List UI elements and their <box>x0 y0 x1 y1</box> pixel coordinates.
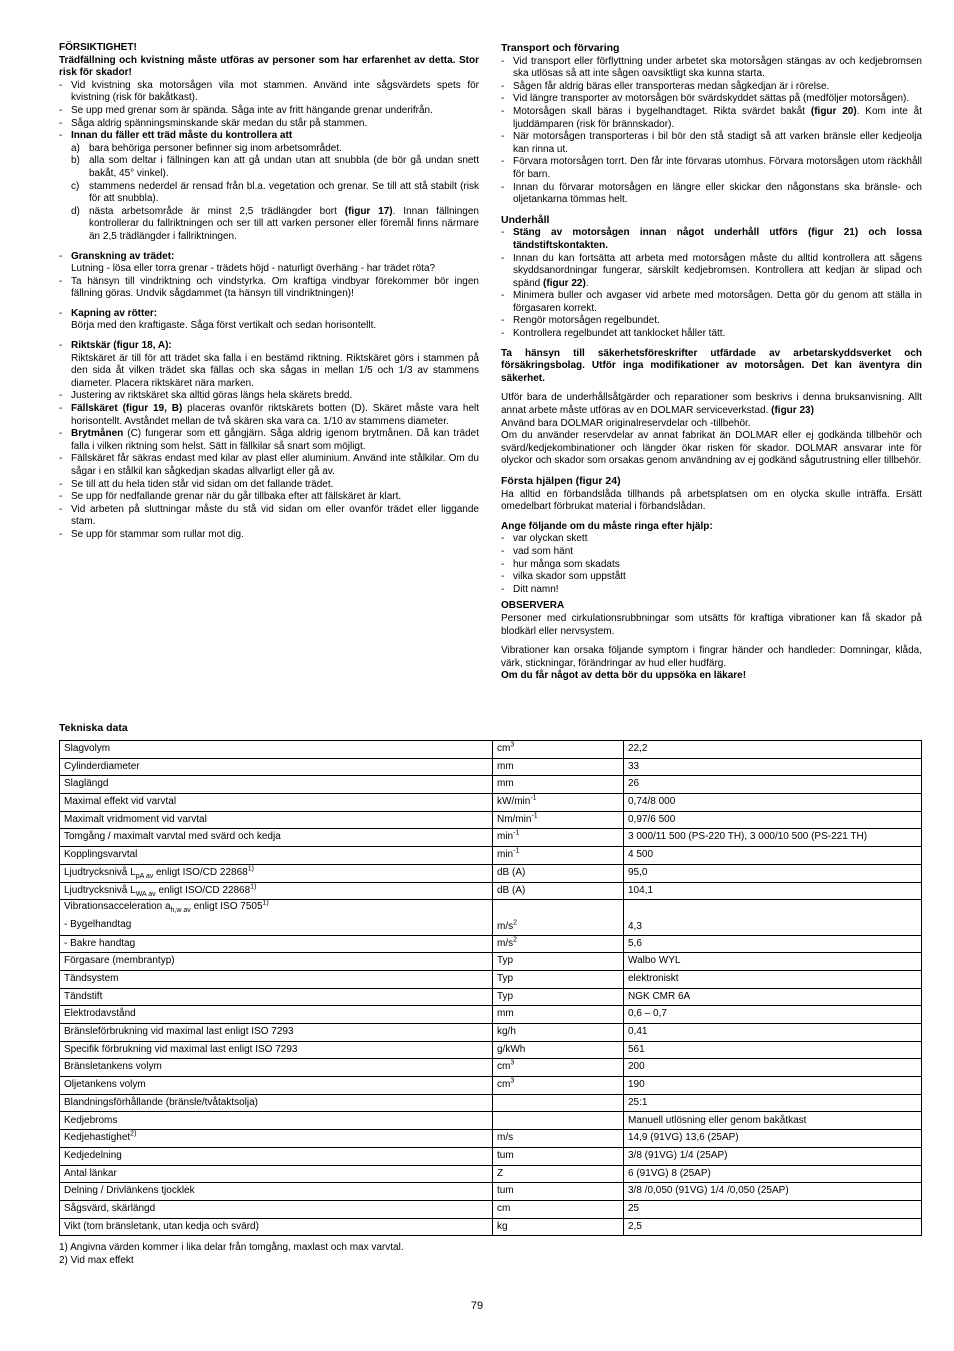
spec-value: 26 <box>624 776 922 794</box>
spec-label: Blandningsförhållande (bränsle/tvåtaktsolja) <box>60 1094 493 1112</box>
spec-unit: Typ <box>493 988 624 1006</box>
spec-value: NGK CMR 6A <box>624 988 922 1006</box>
list-item: - Se upp för stammar som rullar mot dig. <box>59 528 244 540</box>
list-item: - Vid transport eller förflyttning under arbetet ska motorsågen stängas av och kedjebromsen ska utlösas så att inte sågen oavsiktligt ska kunna starta. <box>501 55 922 80</box>
list-item: - Se upp med grenar som är spända. Såga inte av fritt hängande grenar underifrån. <box>59 104 433 116</box>
spec-label: Tändstift <box>60 988 493 1006</box>
spec-value: 200 <box>624 1059 922 1077</box>
spec-value: Manuell utlösning eller genom bakåtkast <box>624 1112 922 1130</box>
spec-label: Vibrationsacceleration $a_{h,w av}$ enligt ISO 7505$^{1)}$ - Bygelhandtag <box>60 900 493 935</box>
spec-unit: $m/s^2$ <box>493 900 624 935</box>
spec-unit: dB (A) <box>493 882 624 900</box>
table-row <box>60 1041 922 1059</box>
spec-label: Vikt (tom bränsletank, utan kedja och svärd) <box>60 1218 493 1236</box>
maintenance-section <box>501 214 922 341</box>
spec-value: 3/8 (91VG) 1/4 (25AP) <box>624 1147 922 1165</box>
specs-table <box>59 740 922 1236</box>
spec-label: Sågsvärd, skärlängd <box>60 1200 493 1218</box>
spec-unit: Z <box>493 1165 624 1183</box>
table-row <box>60 1200 922 1218</box>
spec-value: 95,0 <box>624 864 922 882</box>
list-item: - Motorsågen skall bäras i bygelhandtaget. Rikta svärdet bakåt (figur 20). Kom inte åt ljuddämparen (risk för brännskador). <box>501 105 922 130</box>
spec-value: 3 000/11 500 (PS-220 TH), 3 000/10 500 (PS-221 TH) <box>624 829 922 847</box>
table-row <box>60 1059 922 1077</box>
list-item: - Såga aldrig spänningsminskande skär medan du står på stammen. <box>59 117 368 129</box>
table-row <box>60 1147 922 1165</box>
spec-value: 5,6 <box>624 935 922 953</box>
spec-label: Cylinderdiameter <box>60 758 493 776</box>
spec-unit: $Nm/\min^{-1}$ <box>493 811 624 829</box>
list-item: - vad som hänt <box>501 545 574 557</box>
footnotes <box>59 1242 404 1267</box>
page-number: 79 <box>470 1300 484 1312</box>
first-aid-section: Första hjälpen (figur 24) Ha alltid en förbandslåda tillhands på arbetsplatsen om en olycka skulle inträffa. Ersätt omedelbart förbrukat material i förbandslådan. <box>501 475 922 513</box>
spec-unit: $cm^3$ <box>493 1077 624 1095</box>
list-item: - Fällskäret (figur 19, B) placeras ovanför riktskärets botten (D). Skäret måste vara helt horisontellt. Avståndet mellan de två skären ska vara ca. 1/10 av stammens diameter. <box>59 403 480 427</box>
list-item: - Ta hänsyn till vindriktning och vindstyrka. Om kraftiga vindbyar förekommer bör ingen fällning göras. Undvik sågdammet (ta hänsyn till vindriktningen)! <box>59 275 479 300</box>
spec-unit <box>493 1094 624 1112</box>
spec-unit: mm <box>493 758 624 776</box>
spec-label: Kopplingsvarvtal <box>60 847 493 865</box>
spec-value: 22,2 <box>624 741 922 759</box>
list-item: - hur många som skadats <box>501 558 620 570</box>
table-row <box>60 953 922 971</box>
spec-unit: tum <box>493 1183 624 1201</box>
list-item: - var olyckan skett <box>501 533 588 545</box>
spec-value: 6 (91VG) 8 (25AP) <box>624 1165 922 1183</box>
spec-value: 104,1 <box>624 882 922 900</box>
spec-unit: dB (A) <box>493 864 624 882</box>
vibration-section: Vibrationer kan orsaka följande symptom i fingrar händer och handleder: Domningar, klåda, värk, stickningar, förändringar av hud eller hudfärg. Om du får något av detta bör du uppsöka en läkare! <box>501 645 922 682</box>
spec-label: Kedjebroms <box>60 1112 493 1130</box>
spec-label: Tomgång / maximalt varvtal med svärd och kedja <box>60 829 493 847</box>
table-row <box>60 900 922 935</box>
spec-value: 14,9 (91VG) 13,6 (25AP) <box>624 1130 922 1148</box>
spec-label: Elektrodavstånd <box>60 1006 493 1024</box>
roots-text: Börja med den kraftigaste. Såga först vertikalt och sedan horisontellt. <box>71 320 377 332</box>
table-row <box>60 1183 922 1201</box>
roots-title: Kapning av rötter: <box>71 307 158 319</box>
spec-label: Specifik förbrukning vid maximal last enligt ISO 7293 <box>60 1041 493 1059</box>
spec-unit: g/kWh <box>493 1041 624 1059</box>
sub-item: a) bara behöriga personer befinner sig inom arbetsområdet. <box>71 142 342 154</box>
spec-label: Bränsletankens volym <box>60 1059 493 1077</box>
spec-value: Walbo WYL <box>624 953 922 971</box>
warning-text: Trädfällning och kvistning måste utföras av personer som har erfarenhet av detta. Stor risk för skador! <box>59 54 479 79</box>
spec-unit: $m/s^2$ <box>493 935 624 953</box>
table-row <box>60 935 922 953</box>
spec-label: Slagvolym <box>60 741 493 759</box>
inspect-text: Lutning - lösa eller torra grenar - trädets höjd - naturligt överhäng - har trädet röta? <box>71 263 436 275</box>
spec-value: 0,97/6 500 <box>624 811 922 829</box>
spec-unit: Typ <box>493 953 624 971</box>
spec-unit: $cm^3$ <box>493 1059 624 1077</box>
spec-value: 190 <box>624 1077 922 1095</box>
table-row <box>60 1024 922 1042</box>
spec-value: 4 500 <box>624 847 922 865</box>
spec-value: 33 <box>624 758 922 776</box>
list-item: - Minimera buller och avgaser vid arbete med motorsågen. Detta gör du genom att ställa in förgasaren korrekt. <box>501 290 922 314</box>
spec-value: elektroniskt <box>624 970 922 988</box>
list-item: - När motorsågen transporteras i bil bör den stå stadigt så att varken bränsle eller kedjeolja kan rinna ut. <box>501 131 922 155</box>
spec-label: Tändsystem <box>60 970 493 988</box>
spec-value: 3/8 /0,050 (91VG) 1/4 /0,050 (25AP) <box>624 1183 922 1201</box>
notch-text: Riktskäret är till för att trädet ska falla i en bestämd riktning. Riktskäret görs i stammen på den sida åt vilken trädet ska fällas och ska sågas in mellan 1/5 och 1/3 av stammens diameter. Placera riktskäret nära marken. <box>71 352 479 389</box>
footnote: 2) Vid max effekt <box>59 1254 134 1266</box>
table-row <box>60 794 922 812</box>
spec-unit: Typ <box>493 970 624 988</box>
table-row <box>60 970 922 988</box>
service-section: Utför bara de underhållsåtgärder och reparationer som beskrivs i denna bruksanvisning. Allt annat arbete måste utföras av en DOLMAR serviceverkstad. (figur 23) Använd bara DOLMAR originalreservdelar och -tillbehör. Om du använder reservdelar av annat fabrikat än DOLMAR eller ej godkända tillbehör och svärd/kedjekombinationer och längder ökar risken för skador. DOLMAR ansvarar inte för olyckor och skador som orsakas genom användning av ej godkänd sågutrustning eller tillbehör. <box>501 392 922 467</box>
spec-label: Ljudtrycksnivå $L_{WA av}$ enligt ISO/CD 22868$^{1)}$ <box>60 882 493 900</box>
spec-label: - Bakre handtag <box>60 935 493 953</box>
spec-label: Delning / Drivlänkens tjocklek <box>60 1183 493 1201</box>
transport-title: Transport och förvaring <box>501 42 620 54</box>
spec-value: 561 <box>624 1041 922 1059</box>
spec-value: 2,5 <box>624 1218 922 1236</box>
spec-unit: $\min^{-1}$ <box>493 829 624 847</box>
spec-unit: mm <box>493 1006 624 1024</box>
spec-value: 0,41 <box>624 1024 922 1042</box>
spec-value: 4,3 <box>624 900 922 935</box>
warning-section <box>59 42 479 244</box>
left-column <box>59 42 479 549</box>
list-item: - Fällskäret får säkras endast med kilar av plast eller aluminium. Använd inte stålkilar. Om du sågar i en stålkil kan sågkedjan skadas allvarligt eller gå av. <box>59 453 479 477</box>
table-row <box>60 1112 922 1130</box>
table-row <box>60 847 922 865</box>
list-item: - Se upp för nedfallande grenar när du går tillbaka efter att fällskäret är klart. <box>59 491 402 503</box>
spec-label: Antal länkar <box>60 1165 493 1183</box>
list-item: - Förvara motorsågen torrt. Den får inte förvaras utomhus. Förvara motorsågen utom räckhåll för barn. <box>501 156 922 180</box>
list-item: - Vid arbeten på sluttningar måste du stå vid sidan om eller ovanför trädet eller liggande stam. <box>59 503 479 528</box>
spec-unit: $cm^3$ <box>493 741 624 759</box>
sub-item: d) nästa arbetsområde är minst 2,5 trädlängder bort (figur 17). Innan fällningen kontrollerar du fallriktningen och ser till att varken personer eller föremål finns närmare än 2,5 trädlängder i fallriktningen. <box>71 205 479 242</box>
maintenance-title: Underhåll <box>501 213 550 226</box>
list-item: - Innan du kan fortsätta att arbeta med motorsågen måste du alltid kontrollera att sågens skyddsanordningar fungerar, särskilt kedjebromsen. Kontrollera att kedjan är slipad och spänd (figur 22). <box>501 252 922 289</box>
table-row <box>60 1077 922 1095</box>
warning-title: FÖRSIKTIGHET! <box>59 42 137 53</box>
spec-unit: m/s <box>493 1130 624 1148</box>
inspect-title: Granskning av trädet: <box>71 250 175 262</box>
table-row <box>60 758 922 776</box>
spec-label: Kedjehastighet$^{2)}$ <box>60 1130 493 1148</box>
spec-label: Slaglängd <box>60 776 493 794</box>
list-item: - Innan du fäller ett träd måste du kontrollera att <box>59 130 479 143</box>
list-item: - Brytmånen (C) fungerar som ett gångjärn. Såga aldrig igenom brytmånen. Då kan trädet falla i vilken riktning som helst. Sätt in fällkilar så snart som möjligt. <box>59 428 479 452</box>
list-item: - Sågen får aldrig bäras eller transporteras medan sågkedjan är i rörelse. <box>501 80 830 92</box>
spec-unit: kg/h <box>493 1024 624 1042</box>
call-title: Ange följande om du måste ringa efter hjälp: <box>501 520 713 532</box>
inspection-section: - Granskning av trädet: Lutning - lösa eller torra grenar - trädets höjd - naturligt överhäng - har trädet röta? - Ta hänsyn till vindriktning och vindstyrka. Om kraftiga vindbyar förekommer bör ingen fällning göras. Undvik sågdammet (ta hänsyn till vindriktningen)! <box>59 250 479 300</box>
footnote: 1) Angivna värden kommer i lika delar från tomgång, maxlast och max varvtal. <box>59 1242 404 1253</box>
table-row <box>60 1218 922 1236</box>
spec-unit <box>493 1112 624 1130</box>
spec-unit: cm <box>493 1200 624 1218</box>
spec-label: Oljetankens volym <box>60 1077 493 1095</box>
table-row <box>60 776 922 794</box>
table-row <box>60 829 922 847</box>
spec-unit: kg <box>493 1218 624 1236</box>
roots-section: - Kapning av rötter: Börja med den kraftigaste. Såga först vertikalt och sedan horisontellt. <box>59 308 479 333</box>
spec-label: Förgasare (membrantyp) <box>60 953 493 971</box>
before-title: Innan du fäller ett träd måste du kontrollera att <box>71 130 293 142</box>
sub-item: b) alla som deltar i fällningen kan att gå undan utan att snubbla (de bör gå undan snett bakåt, 45° vinkel). <box>71 155 479 179</box>
notch-section: - Riktskär (figur 18, A): Riktskäret är till för att trädet ska falla i en bestämd riktning. Riktskäret görs i stammen på den sida åt vilken trädet ska fällas och ska sågas in mellan 1/5 och 1/3 av stammens diameter. Placera riktskäret nära marken. - Justering av riktskäret ska alltid göras längs hela skärets bredd. - Fällskäret (figur 19, B) placeras ovanför riktskärets botten (D). Skäret måste vara helt horisontellt. Avståndet mellan de två skären ska vara ca. 1/10 av stammens diameter. - Brytmånen (C) fungerar som ett gångjärn. Såga aldrig igenom brytmånen. Då kan trädet falla i vilken riktning som helst. Sätt in fällkilar så snart som möjligt. - Fällskäret får säkras endast med kilar av plast eller aluminium. Använd inte stålkilar. Om du sågar i en stålkil kan sågkedjan skadas allvarligt eller gå av. - Se till att du hela tiden står vid sidan om det fallande trädet. - Se upp för nedfallande grenar när du går tillbaka efter att fällskäret är klart. - Vid arbeten på sluttningar måste du stå vid sidan om eller ovanför trädet eller liggande stam. - Se upp för stammar som rullar mot dig. <box>59 340 480 540</box>
first-aid-title: Första hjälpen (figur 24) <box>501 475 621 487</box>
list-item: - Kontrollera regelbundet att tanklocket håller tätt. <box>501 328 726 340</box>
list-item: - Vid kvistning ska motorsågen vila mot stammen. Använd inte sågsvärdets spets för kvistning (risk för bakåtkast). <box>59 79 479 104</box>
spec-value: 0,6 – 0,7 <box>624 1006 922 1024</box>
observe-title: OBSERVERA <box>501 600 565 612</box>
spec-value: 25 <box>624 1200 922 1218</box>
table-row <box>60 864 922 882</box>
spec-label: Maximal effekt vid varvtal <box>60 794 493 812</box>
call-section: Ange följande om du måste ringa efter hjälp: - var olyckan skett - vad som hänt - hur många som skadats - vilka skador som uppstått - Ditt namn! OBSERVERA Personer med cirkulationsrubbningar som utsätts för kraftiga vibrationer kan få skador på blodkärl eller nervsystem. <box>501 520 922 637</box>
spec-unit: mm <box>493 776 624 794</box>
table-row <box>60 741 922 759</box>
spec-unit: $kW/\min^{-1}$ <box>493 794 624 812</box>
list-item: - Rengör motorsågen regelbundet. <box>501 315 660 327</box>
spec-label: Kedjedelning <box>60 1147 493 1165</box>
notch-title: Riktskär (figur 18, A): <box>71 340 172 352</box>
spec-value: 25:1 <box>624 1094 922 1112</box>
list-item: - Vid längre transporter av motorsågen bör svärdskyddet sättas på (medföljer motorsågen). <box>501 93 910 105</box>
spec-label: Ljudtrycksnivå $L_{pA av}$ enligt ISO/CD 22868$^{1)}$ <box>60 864 493 882</box>
spec-label: Bränsleförbrukning vid maximal last enligt ISO 7293 <box>60 1024 493 1042</box>
table-row <box>60 1165 922 1183</box>
specs-title: Tekniska data <box>59 722 128 734</box>
table-row <box>60 811 922 829</box>
list-item: - Ditt namn! <box>501 583 559 595</box>
safety-notice: Ta hänsyn till säkerhetsföreskrifter utfärdade av arbetarskyddsverket och försäkringsbolag. Utför inga modifikationer av motorsågen. Det kan äventyra din säkerhet. <box>501 347 922 384</box>
list-item: - Se till att du hela tiden står vid sidan om det fallande trädet. <box>59 478 334 490</box>
spec-value: 0,74/8 000 <box>624 794 922 812</box>
list-item: - Stäng av motorsågen innan något underhåll utförs (figur 21) och lossa tändstiftskontakten. <box>501 227 922 251</box>
table-row <box>60 882 922 900</box>
table-row <box>60 1130 922 1148</box>
sub-item: c) stammens nederdel är rensad från bl.a. vegetation och grenar. Se till att stå stabilt (risk för att snubbla). <box>71 180 479 205</box>
table-row <box>60 1006 922 1024</box>
list-item: - vilka skador som uppstått <box>501 571 626 583</box>
list-item: - Innan du förvarar motorsågen en längre eller skickar den någonstans ska bränsle- och oljetankarna tömmas helt. <box>501 181 922 206</box>
spec-label: Maximalt vridmoment vid varvtal <box>60 811 493 829</box>
table-row <box>60 1094 922 1112</box>
right-column <box>501 42 922 683</box>
transport-section <box>501 42 922 207</box>
spec-unit: tum <box>493 1147 624 1165</box>
list-item: - Justering av riktskäret ska alltid göras längs hela skärets bredd. <box>59 390 353 402</box>
table-row <box>60 988 922 1006</box>
spec-unit: $\min^{-1}$ <box>493 847 624 865</box>
